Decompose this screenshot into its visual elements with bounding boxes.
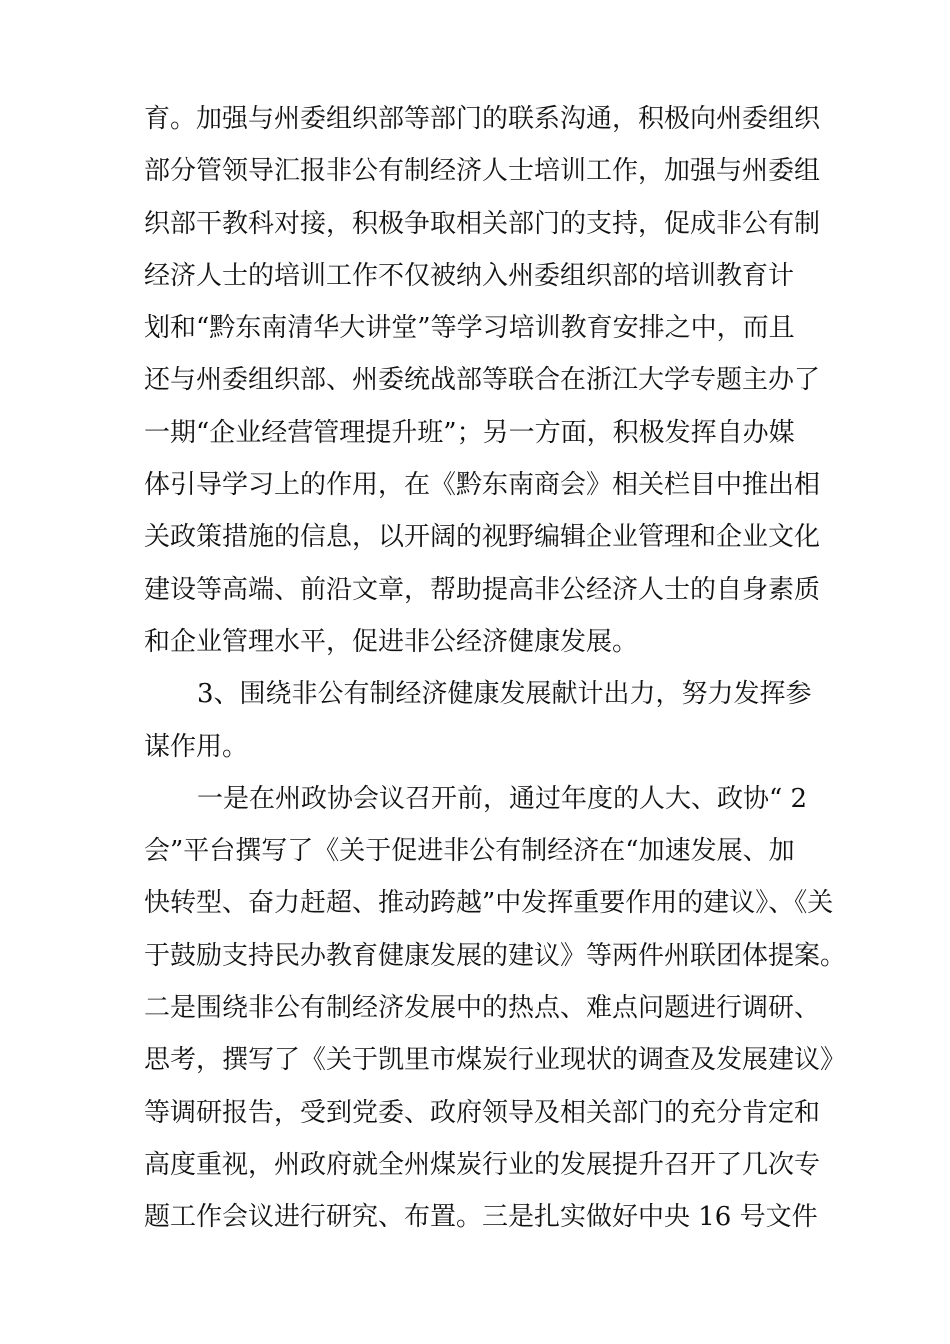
text-line: 划和“黔东南清华大讲堂”等学习培训教育安排之中，而且 xyxy=(144,313,795,344)
text-line: 织部干教科对接，积极争取相关部门的支持，促成非公有制 xyxy=(144,208,821,239)
text-line: 高度重视，州政府就全州煤炭行业的发展提升召开了几次专 xyxy=(144,1149,821,1180)
text-line: 于鼓励支持民办教育健康发展的建议》等两件州联团体提案。 xyxy=(144,940,847,971)
text-line: 题工作会议进行研究、布置。三是扎实做好中央 16 号文件 xyxy=(144,1202,818,1233)
text-line: 一是在州政协会议召开前，通过年度的人大、政协“ 2 xyxy=(197,783,808,814)
section-heading-line: 3、围绕非公有制经济健康发展献计出力，努力发挥参 xyxy=(197,679,812,710)
text-line: 和企业管理水平，促进非公经济健康发展。 xyxy=(144,626,639,657)
text-line: 会”平台撰写了《关于促进非公有制经济在“加速发展、加 xyxy=(144,836,795,867)
body-text xyxy=(144,97,847,1248)
text-line: 二是围绕非公有制经济发展中的热点、难点问题进行调研、 xyxy=(144,993,821,1024)
section-heading-line: 谋作用。 xyxy=(144,731,249,762)
text-line: 育。加强与州委组织部等部门的联系沟通，积极向州委组织 xyxy=(144,104,821,134)
text-line: 经济人士的培训工作不仅被纳入州委组织部的培训教育计 xyxy=(144,260,795,291)
text-line: 思考，撰写了《关于凯里市煤炭行业现状的调查及发展建议》 xyxy=(144,1045,847,1076)
text-line: 体引导学习上的作用，在《黔东南商会》相关栏目中推出相 xyxy=(144,470,821,501)
text-line: 一期“企业经营管理提升班”；另一方面，积极发挥自办媒 xyxy=(144,417,795,448)
text-line: 等调研报告，受到党委、政府领导及相关部门的充分肯定和 xyxy=(144,1097,821,1128)
text-line: 快转型、奋力赶超、推动跨越”中发挥重要作用的建议》、《关 xyxy=(144,888,834,919)
text-line: 还与州委组织部、州委统战部等联合在浙江大学专题主办了 xyxy=(144,365,821,396)
text-line: 部分管领导汇报非公有制经济人士培训工作，加强与州委组 xyxy=(144,156,821,187)
text-line: 建设等高端、前沿文章，帮助提高非公经济人士的自身素质 xyxy=(144,574,821,605)
text-line: 关政策措施的信息，以开阔的视野编辑企业管理和企业文化 xyxy=(144,522,821,553)
